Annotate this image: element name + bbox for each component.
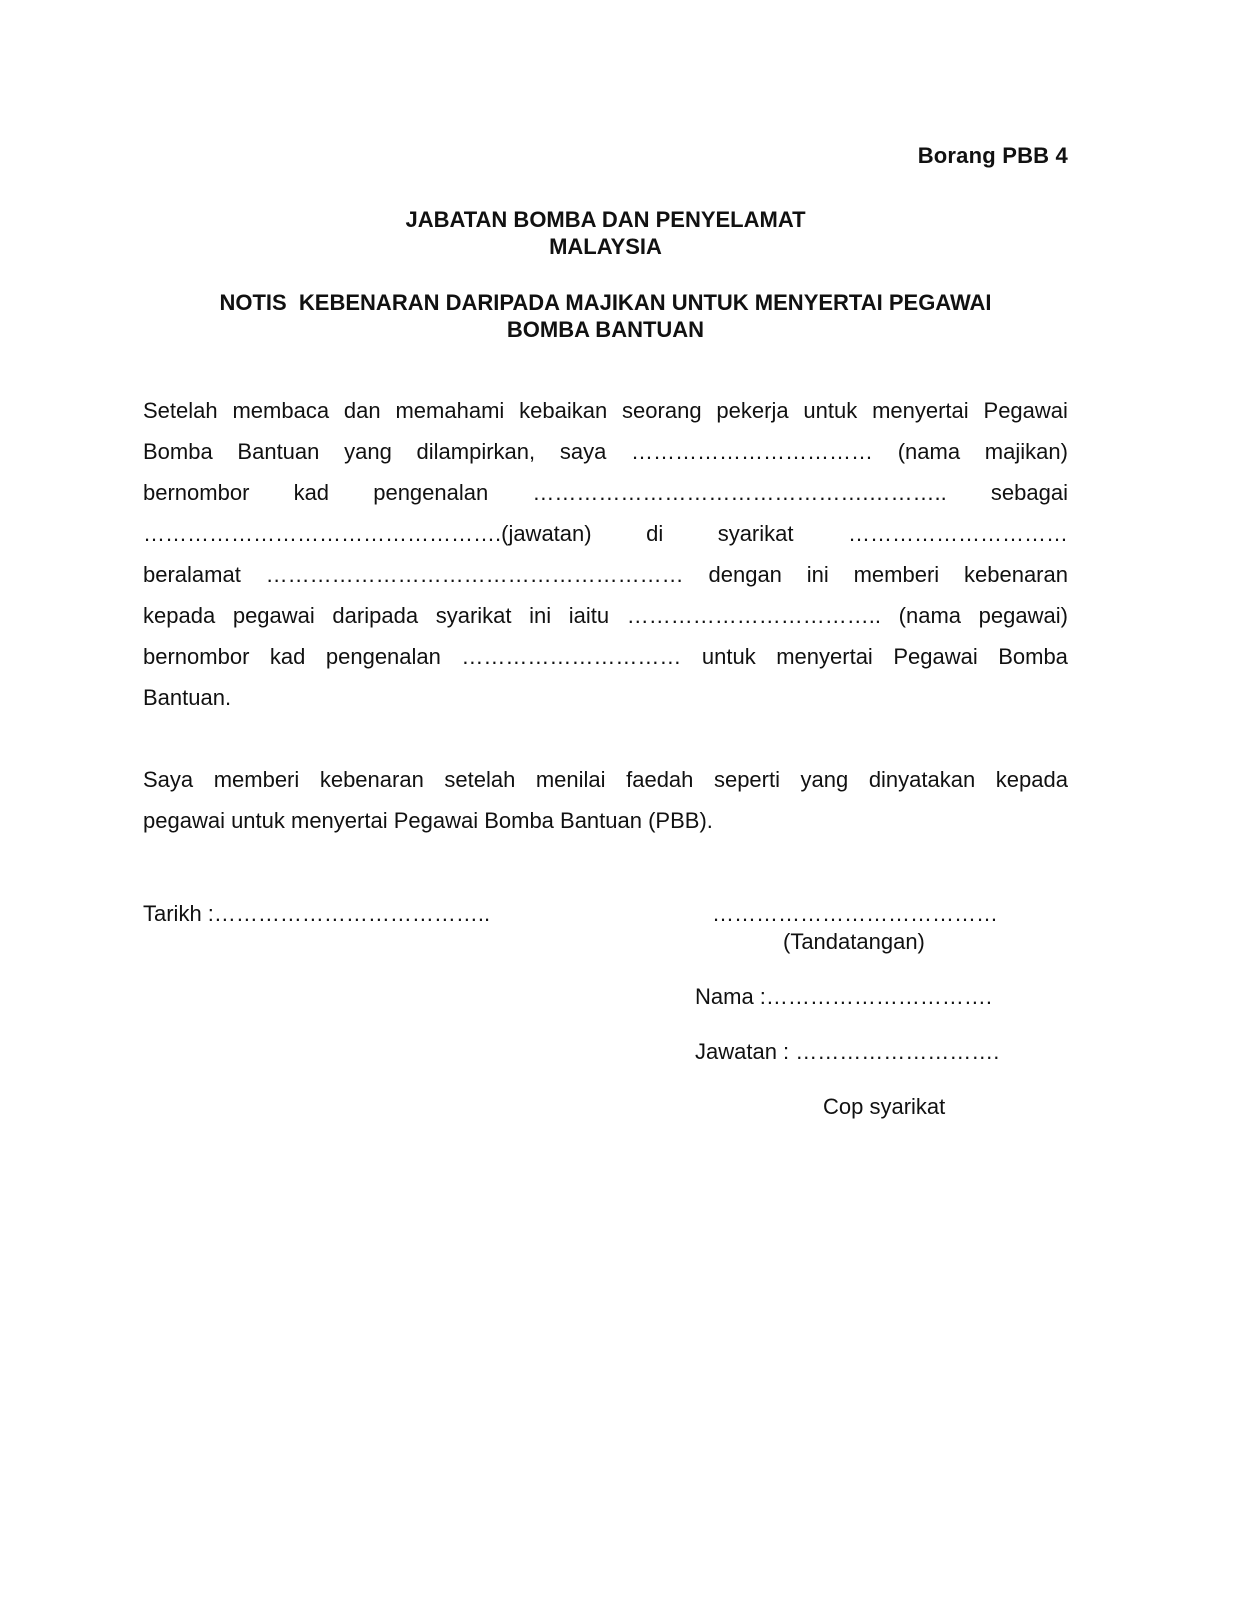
paragraph-line [143, 677, 1068, 718]
paragraph-word: kad [269, 644, 306, 669]
notice-title-line-1: NOTIS KEBENARAN DARIPADA MAJIKAN UNTUK MENYERTAI PEGAWAI [219, 290, 992, 315]
paragraph-word: dan [343, 398, 381, 423]
paragraph-word: syarikat [717, 521, 794, 546]
paragraph-word: kebenaran [964, 562, 1068, 587]
paragraph-word: ………………………………………….(jawatan) [143, 521, 592, 546]
paragraph-word: pengenalan [373, 480, 489, 505]
paragraph-word: ………………………………………………… [265, 562, 684, 587]
paragraph-word: untuk [701, 644, 756, 669]
paragraph-word: menilai [535, 767, 606, 792]
paragraph-word: ini [529, 603, 552, 628]
paragraph-word: beralamat [143, 562, 241, 587]
paragraph-word: Pegawai [893, 644, 978, 669]
paragraph-word: dinyatakan [868, 767, 976, 792]
paragraph-word: memberi [853, 562, 940, 587]
paragraph-word: untuk [803, 398, 858, 423]
paragraph-word: Bomba [143, 439, 213, 464]
paragraph-word: membaca [232, 398, 330, 423]
form-code: Borang PBB 4 [917, 143, 1068, 168]
paragraph-word: pengenalan [325, 644, 441, 669]
signature-line: ………………………………… [712, 901, 998, 926]
name-field: Nama :…………………………. [695, 984, 993, 1009]
paragraph-word: syarikat [435, 603, 512, 628]
paragraph-word: menyertai [872, 398, 969, 423]
paragraph-word: pegawai [232, 603, 315, 628]
paragraph-word: saya [559, 439, 607, 464]
paragraph-line [143, 390, 1068, 431]
paragraph-word: yang [344, 439, 392, 464]
paragraph-word: kepada [143, 603, 216, 628]
paragraph-line [143, 595, 1068, 636]
paragraph-word: kepada [995, 767, 1068, 792]
paragraph-word: majikan) [984, 439, 1068, 464]
paragraph-word: ini [806, 562, 829, 587]
paragraph-word: setelah [444, 767, 516, 792]
paragraph-word: ……………………………………….……….. [532, 480, 947, 505]
paragraph-line [143, 431, 1068, 472]
paragraph-word: daripada [332, 603, 419, 628]
paragraph-word: pegawai) [978, 603, 1068, 628]
paragraph-word: (nama [897, 439, 961, 464]
position-field: Jawatan : ………………………. [695, 1039, 1000, 1064]
paragraph-word: bernombor [143, 644, 250, 669]
paragraph-word: memberi [213, 767, 300, 792]
paragraph-word: dilampirkan, [416, 439, 536, 464]
paragraph-word: kebenaran [319, 767, 424, 792]
notice-title-line-2: BOMBA BANTUAN [506, 317, 705, 342]
paragraph-word: dengan [708, 562, 782, 587]
paragraph-word: di [646, 521, 664, 546]
company-stamp-label: Cop syarikat [823, 1094, 946, 1119]
paragraph-line [143, 800, 1068, 841]
signature-label: (Tandatangan) [783, 929, 925, 954]
paragraph-word: Bomba [998, 644, 1068, 669]
consent-paragraph [143, 390, 1068, 718]
paragraph-word: …………………………… [631, 439, 874, 464]
paragraph-word: bernombor [143, 480, 250, 505]
paragraph-word: Pegawai [983, 398, 1068, 423]
paragraph-word: Bantuan [237, 439, 320, 464]
paragraph-word: pekerja [716, 398, 789, 423]
department-line-1: JABATAN BOMBA DAN PENYELAMAT [405, 207, 806, 232]
paragraph-word: kebaikan [519, 398, 608, 423]
paragraph-word: ………………………… [461, 644, 682, 669]
paragraph-word: ………………………… [847, 521, 1068, 546]
paragraph-word: (nama [898, 603, 962, 628]
department-line-2: MALAYSIA [549, 234, 662, 259]
paragraph-line [143, 472, 1068, 513]
paragraph-word: Setelah [143, 398, 218, 423]
date-field: Tarikh :……………………………….. [143, 901, 491, 926]
paragraph-word: menyertai [776, 644, 873, 669]
paragraph-word: iaitu [568, 603, 610, 628]
paragraph-word: faedah [626, 767, 694, 792]
paragraph-word: memahami [395, 398, 505, 423]
paragraph-word: yang [800, 767, 849, 792]
paragraph-word: pegawai untuk menyertai Pegawai Bomba Bantuan (PBB). [143, 808, 713, 833]
paragraph-word: Bantuan. [143, 685, 232, 710]
paragraph-line [143, 554, 1068, 595]
paragraph-word: seorang [622, 398, 702, 423]
paragraph-line [143, 513, 1068, 554]
paragraph-word: kad [293, 480, 330, 505]
paragraph-line [143, 759, 1068, 800]
paragraph-word: …………………………….. [626, 603, 882, 628]
paragraph-word: sebagai [990, 480, 1068, 505]
paragraph-word: seperti [713, 767, 780, 792]
paragraph-line [143, 636, 1068, 677]
notice-title [143, 289, 1068, 343]
department-heading [143, 206, 1068, 260]
paragraph-word: Saya [143, 767, 194, 792]
approval-paragraph [143, 759, 1068, 841]
